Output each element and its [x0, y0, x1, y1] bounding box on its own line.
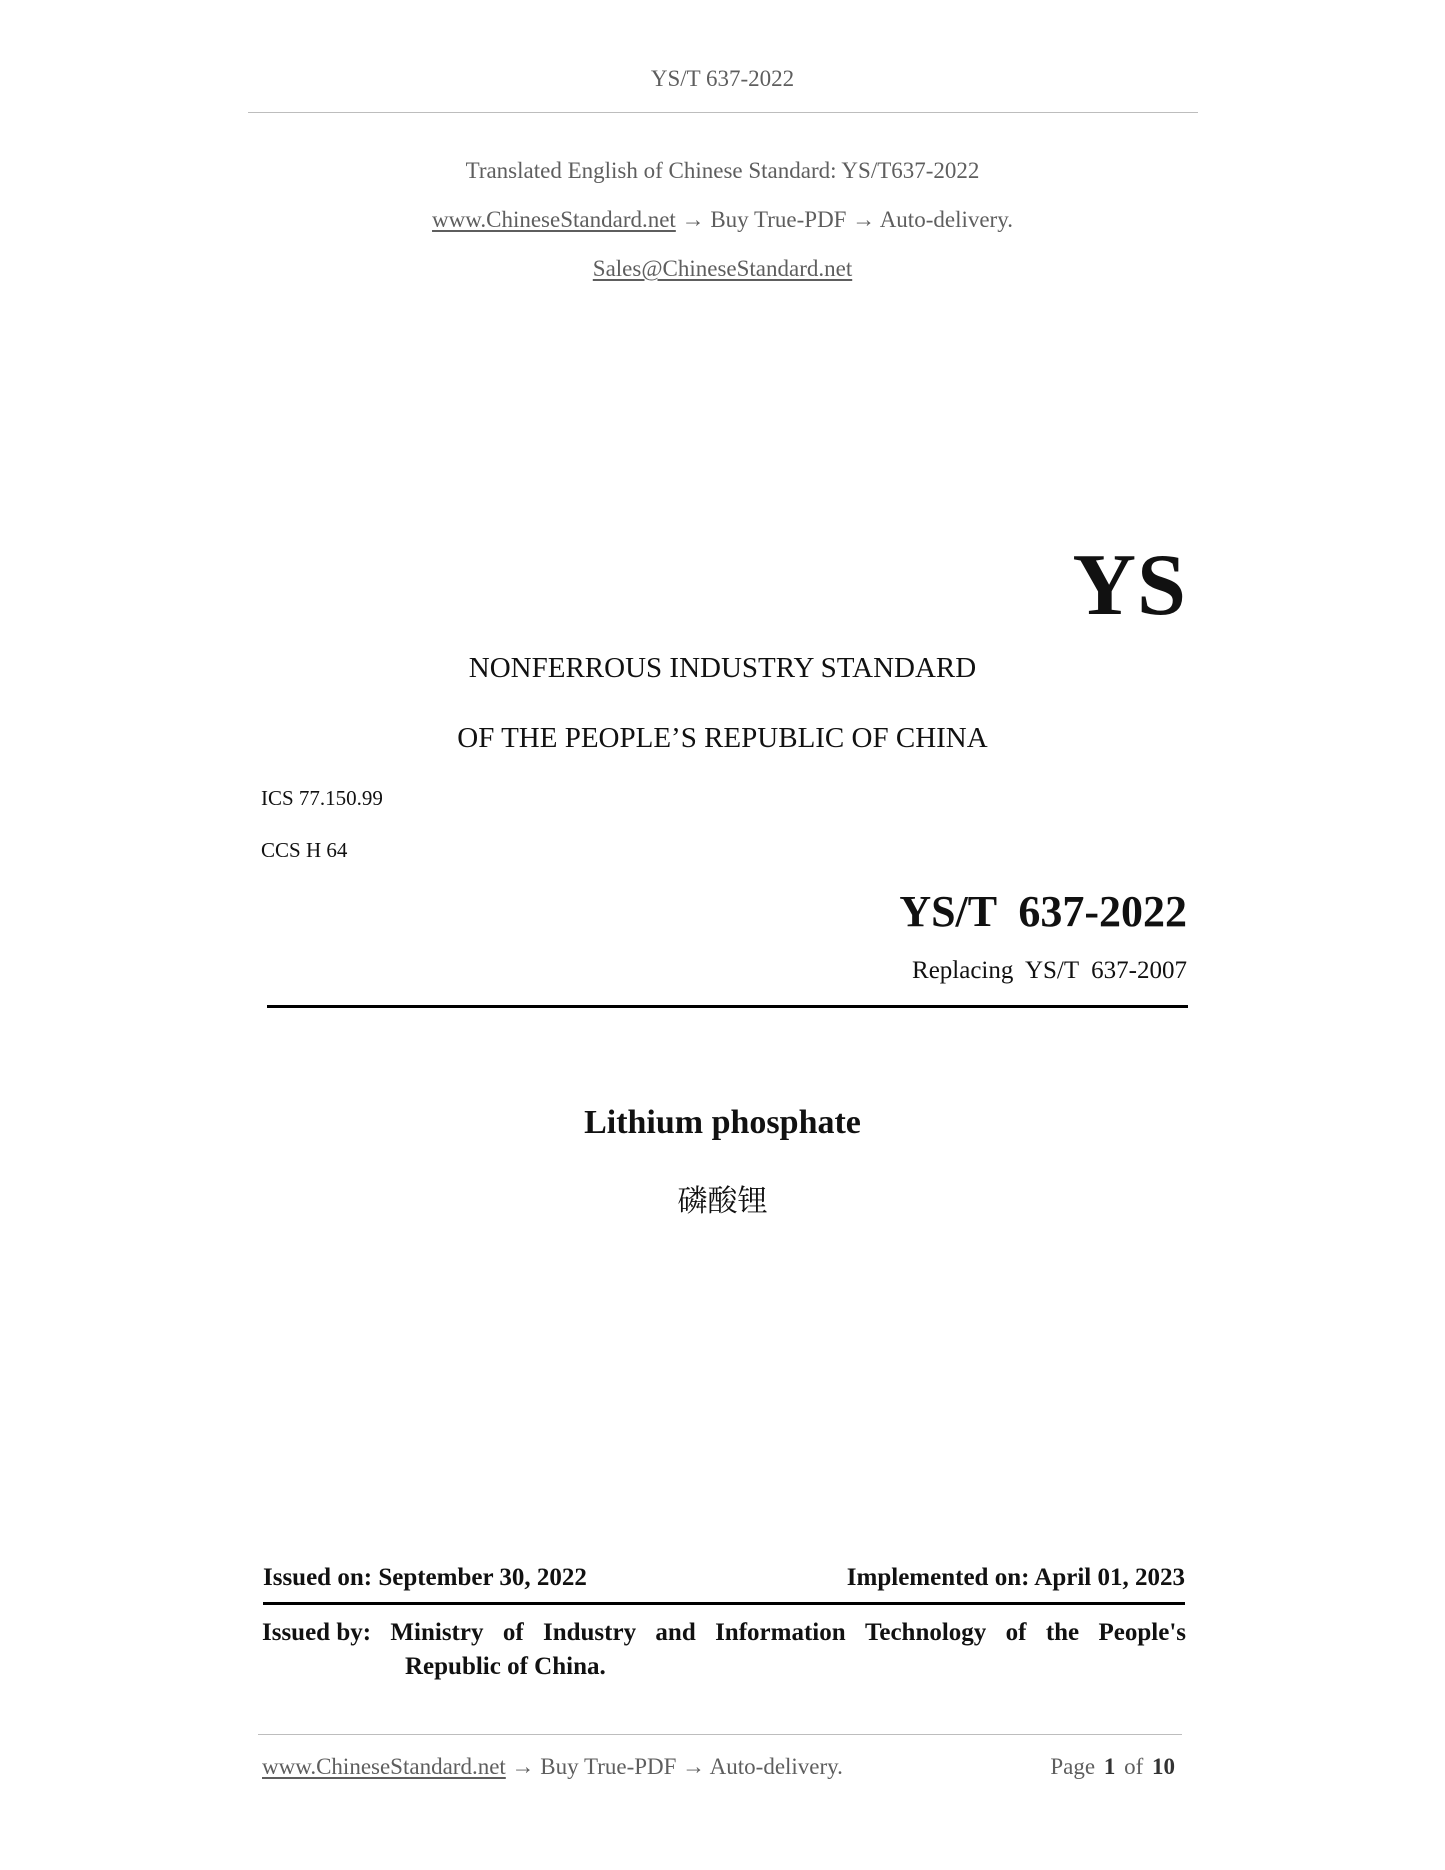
buy-text: → Buy True-PDF → Auto-delivery.: [681, 207, 1013, 232]
issuer-word: Information: [715, 1619, 846, 1646]
issuer-label: Issued by:: [262, 1619, 372, 1646]
standard-mark: YS: [1072, 537, 1187, 634]
standard-title-line1: NONFERROUS INDUSTRY STANDARD: [468, 652, 977, 684]
issuer-line1: [262, 1616, 1186, 1650]
issuer-line2: Republic of China.: [405, 1653, 606, 1680]
standard-title-line2: OF THE PEOPLE’S REPUBLIC OF CHINA: [457, 722, 988, 754]
ccs-code: CCS H 64: [261, 838, 348, 862]
site-link[interactable]: www.ChineseStandard.net: [432, 207, 676, 232]
sales-email-link[interactable]: Sales@ChineseStandard.net: [592, 256, 853, 281]
running-header: YS/T 637-2022: [650, 66, 795, 91]
issuer-word: Technology: [864, 1619, 987, 1646]
promo-line: [0, 207, 1445, 233]
sales-email-row: [0, 256, 1445, 282]
footer-promo: [262, 1754, 843, 1780]
title-divider: [267, 1005, 1188, 1008]
header-divider: [248, 112, 1198, 113]
document-title: Lithium phosphate: [584, 1104, 861, 1141]
issuer-word: People's: [1098, 1619, 1186, 1646]
dates-divider: [263, 1602, 1185, 1605]
issuer-word: of: [502, 1619, 524, 1646]
page-of: of: [1124, 1754, 1144, 1779]
issued-on-date: Issued on: September 30, 2022: [263, 1564, 587, 1591]
issuer-word: of: [1005, 1619, 1027, 1646]
issuer-word: the: [1045, 1619, 1080, 1646]
implemented-on-date: Implemented on: April 01, 2023: [846, 1564, 1185, 1591]
footer-buy-text: → Buy True-PDF → Auto-delivery.: [511, 1754, 843, 1779]
issuer-word: Ministry: [390, 1619, 484, 1646]
page-counter: [1050, 1754, 1178, 1780]
footer-divider: [258, 1734, 1182, 1735]
page-total: 10: [1152, 1754, 1175, 1779]
replacing-note: Replacing YS/T 637-2007: [912, 957, 1187, 984]
issuer-block: [262, 1616, 1186, 1684]
ics-code: ICS 77.150.99: [261, 786, 383, 810]
issuer-word: and: [655, 1619, 696, 1646]
translation-note: Translated English of Chinese Standard: YS/T637-2022: [465, 158, 980, 183]
issuer-word: Industry: [542, 1619, 637, 1646]
document-title-chinese: 磷酸锂: [677, 1185, 768, 1218]
footer-site-link[interactable]: www.ChineseStandard.net: [262, 1754, 506, 1779]
page-current: 1: [1103, 1754, 1116, 1779]
page-label: Page: [1050, 1754, 1096, 1779]
standard-number: YS/T 637-2022: [899, 887, 1187, 936]
